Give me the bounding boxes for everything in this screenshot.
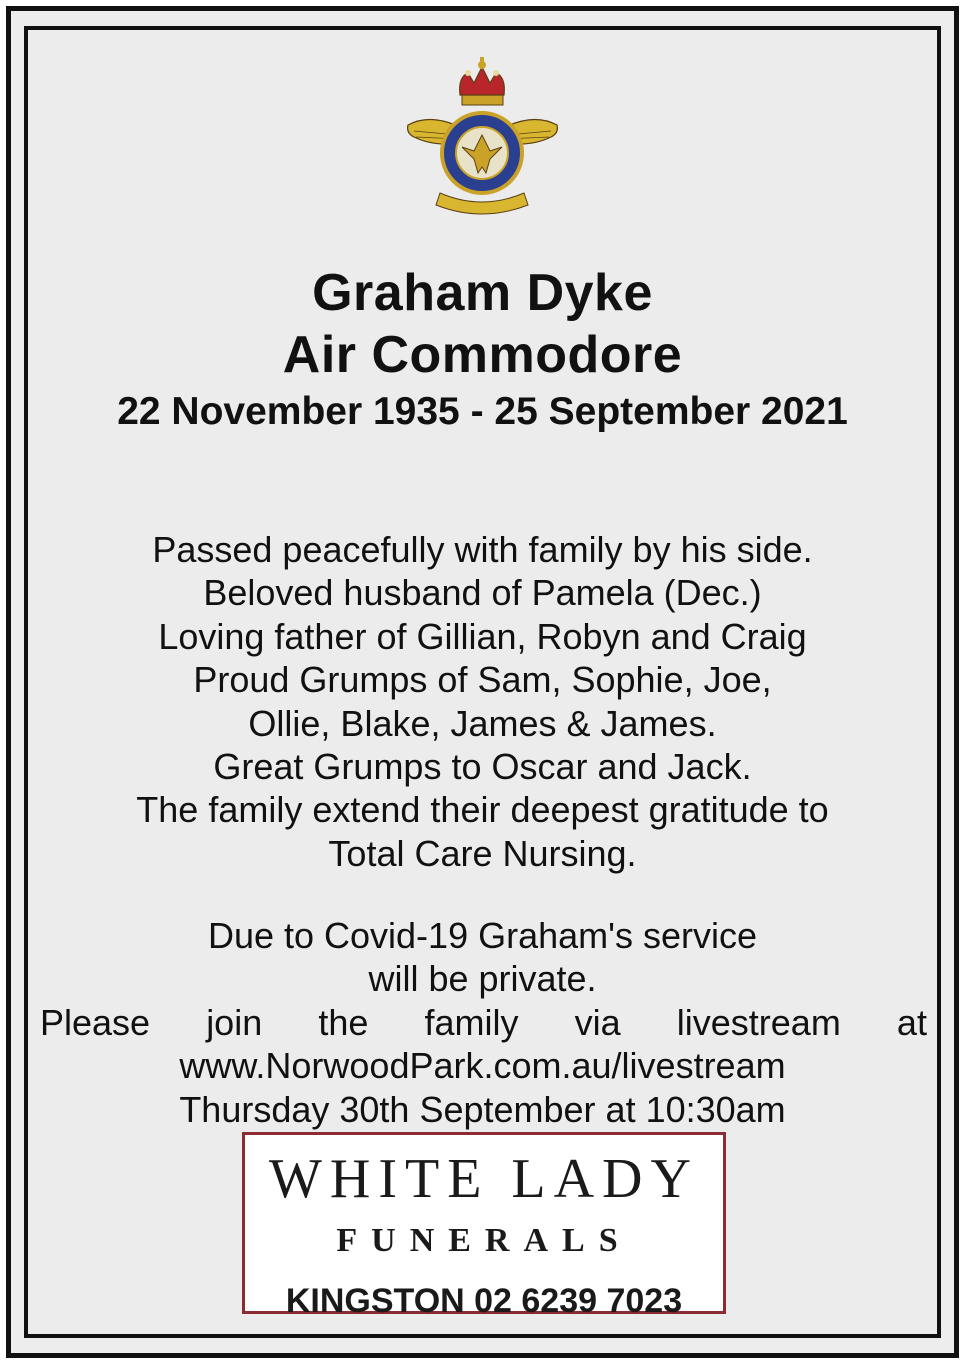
invite-word: the [318,1001,369,1043]
service-line: will be private. [368,958,597,1000]
life-dates: 22 November 1935 - 25 September 2021 [117,390,848,433]
rank-title: Air Commodore [282,326,683,384]
raaf-crest-icon [400,55,565,215]
invite-word: at [896,1001,927,1043]
notice-line: Ollie, Blake, James & James. [248,702,717,744]
notice-line: Great Grumps to Oscar and Jack. [213,746,752,788]
service-info [0,914,965,1131]
livestream-url: www.NorwoodPark.com.au/livestream [179,1045,786,1087]
funeral-home-name: WHITE LADY [269,1148,699,1210]
notice-line: Passed peacefully with family by his side. [152,529,813,570]
invite-word: via [574,1001,621,1043]
notice-text [0,528,965,875]
notice-line: Beloved husband of Pamela (Dec.) [203,572,762,614]
livestream-invite [40,1001,927,1044]
invite-word: join [206,1001,263,1043]
service-line: Due to Covid-19 Graham's service [207,915,758,956]
invite-word: livestream [676,1001,841,1043]
notice-line: Proud Grumps of Sam, Sophie, Joe, [193,659,772,701]
invite-word: Please [40,1001,151,1043]
invite-word: family [424,1001,519,1043]
heading-block [0,262,965,435]
deceased-name: Graham Dyke [312,264,653,322]
funeral-home-logo [242,1132,726,1320]
notice-line: Loving father of Gillian, Robyn and Craig [158,615,807,657]
notice-line: Total Care Nursing. [328,832,637,874]
notice-line: The family extend their deepest gratitude to [136,789,829,831]
funeral-home-contact: KINGSTON 02 6239 7023 [285,1282,683,1320]
service-datetime: Thursday 30th September at 10:30am [179,1088,786,1130]
funeral-home-subtitle: FUNERALS [336,1222,632,1259]
crown-icon [460,57,505,105]
